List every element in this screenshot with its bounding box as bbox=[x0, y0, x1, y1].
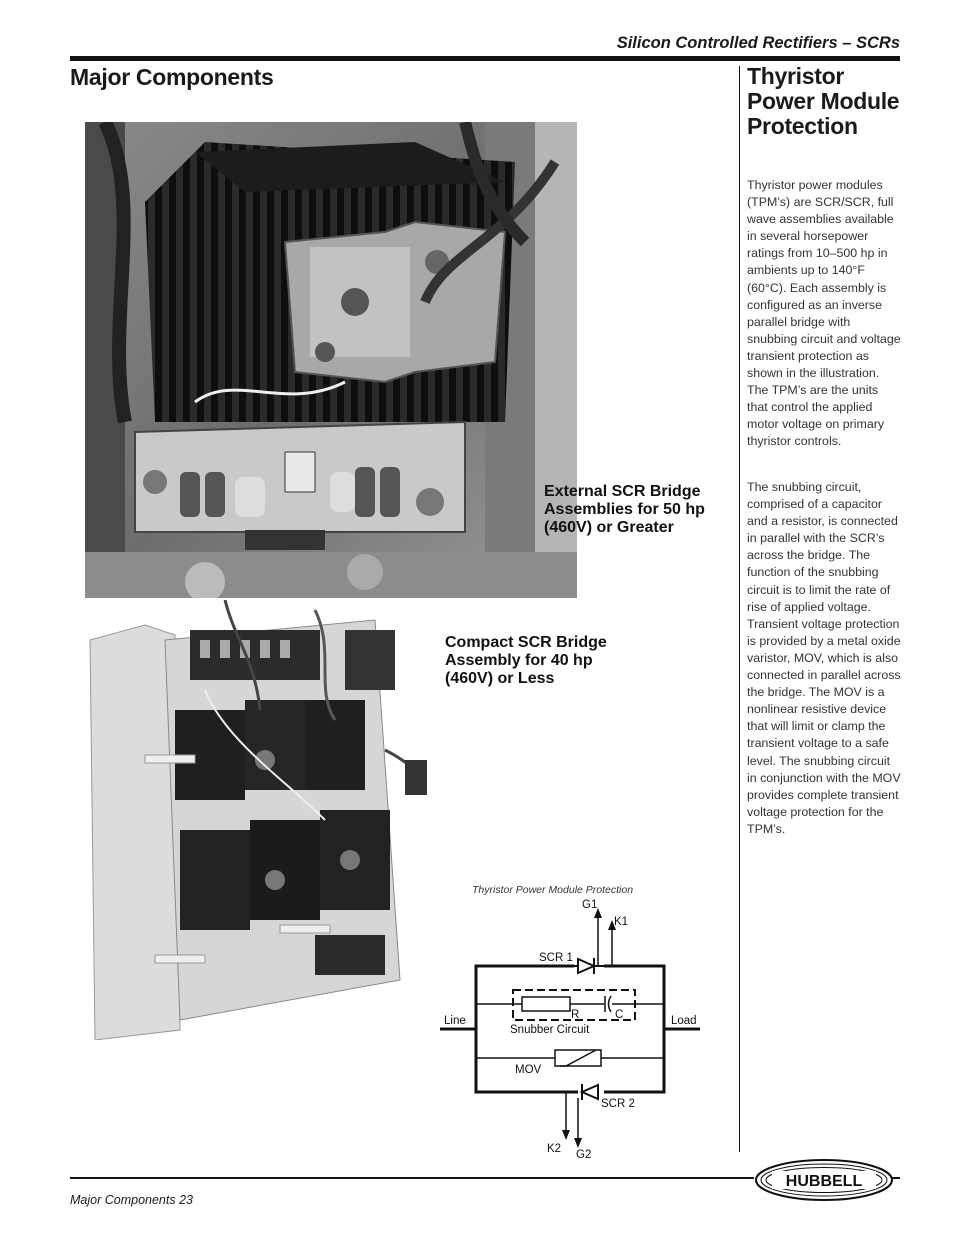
label-scr1: SCR 1 bbox=[539, 952, 573, 964]
mov-symbol bbox=[555, 1050, 601, 1066]
logo-text: HUBBELL bbox=[785, 1173, 863, 1190]
footer-page-label: Major Components 23 bbox=[70, 1193, 193, 1207]
label-line: Line bbox=[444, 1015, 466, 1027]
hubbell-logo bbox=[754, 1158, 894, 1202]
page-title: Major Components bbox=[70, 64, 274, 90]
sidebar-title: Thyristor Power Module Protection bbox=[747, 63, 900, 139]
label-g2: G2 bbox=[576, 1149, 592, 1161]
label-snubber-circuit: Snubber Circuit bbox=[510, 1024, 590, 1036]
sidebar-paragraph-1: Thyristor power modules (TPM’s) are SCR/SCR, full wave assemblies available in several horsepower ratings from 10–500 hp in ambients up to 140°F (60°C). Each assembly is configured as an inverse parallel bridge with snubbing circuit and voltage transient protection as shown in the illustration. The TPM’s are the units that control the applied motor voltage on primary thyristor controls. bbox=[747, 178, 901, 449]
footer-rule bbox=[70, 1177, 754, 1179]
scr-bridge-photo-compact bbox=[85, 600, 445, 1040]
label-g1: G1 bbox=[582, 899, 598, 911]
label-k1: K1 bbox=[614, 916, 629, 928]
label-mov: MOV bbox=[515, 1064, 542, 1076]
header-rule bbox=[70, 56, 900, 61]
diagram-caption: Thyristor Power Module Protection bbox=[472, 884, 634, 896]
resistor-symbol bbox=[522, 997, 570, 1011]
label-k2: K2 bbox=[547, 1143, 562, 1155]
tpm-protection-circuit-diagram bbox=[440, 895, 710, 1165]
label-load: Load bbox=[671, 1015, 697, 1027]
label-c: C bbox=[615, 1009, 624, 1021]
column-divider bbox=[739, 66, 740, 1152]
photo1-caption: External SCR Bridge Assemblies for 50 hp (460V) or Greater bbox=[544, 483, 705, 536]
sidebar-paragraph-2: The snubbing circuit, comprised of a capacitor and a resistor, is connected in parallel with the SCR’s across the bridge. The function of the snubbing circuit is to limit the rate of rise of applied voltage. Transient voltage protection is provided by a metal oxide varistor, MOV, which is also connected in parallel across the bridge. The MOV is a nonlinear resistive device that will limit or clamp the transient voltage to a safe level. The snubbing circuit in conjunction with the MOV provides complete transient voltage protection for the TPM’s. bbox=[747, 480, 901, 836]
label-scr2: SCR 2 bbox=[601, 1098, 635, 1110]
section-title: Silicon Controlled Rectifiers – SCRs bbox=[616, 34, 900, 52]
photo2-caption: Compact SCR Bridge Assembly for 40 hp (460V) or Less bbox=[445, 634, 607, 687]
label-r: R bbox=[571, 1009, 580, 1021]
scr-bridge-photo-large bbox=[85, 122, 577, 598]
